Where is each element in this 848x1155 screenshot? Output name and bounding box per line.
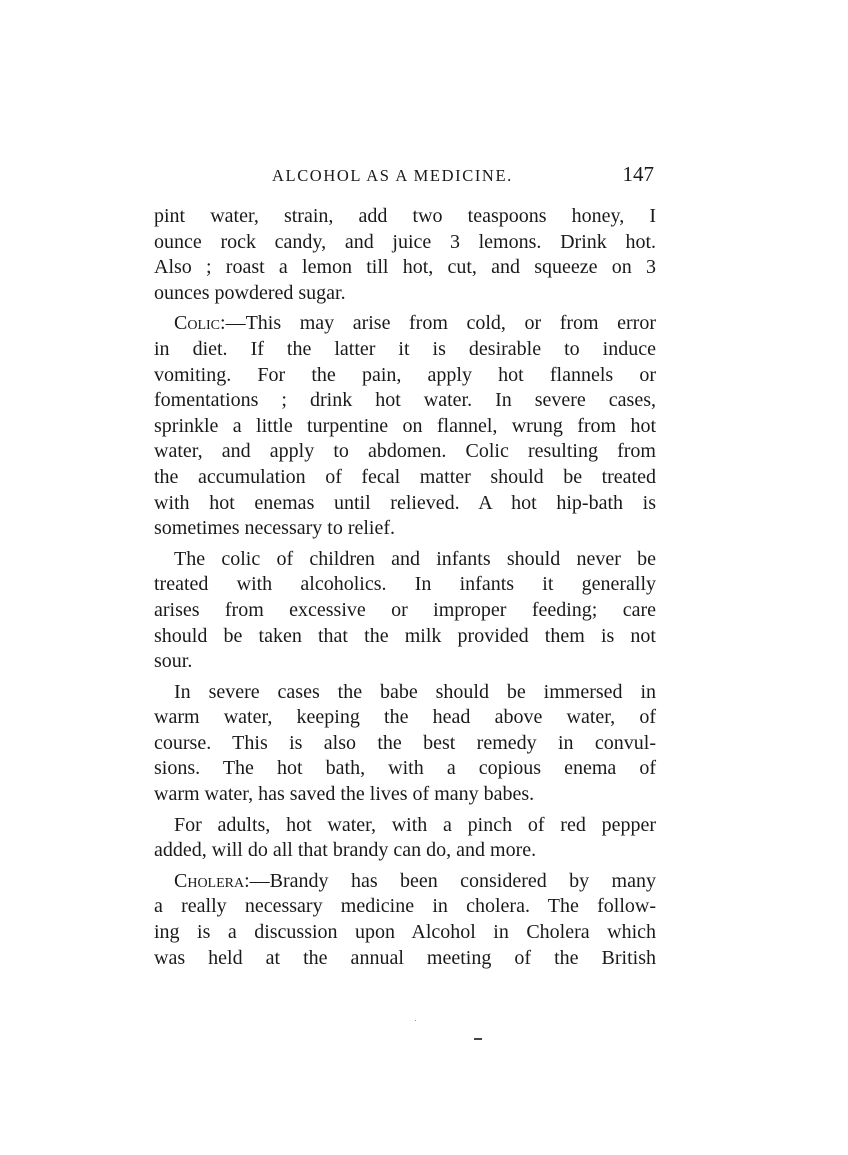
text-line: was held at the annual meeting of the British bbox=[154, 946, 656, 969]
text-line: sometimes necessary to relief. bbox=[154, 517, 396, 540]
text-fragment: :—Brandy has been considered by many bbox=[244, 869, 656, 892]
text-line: fomentations ; drink hot water. In severe cases, bbox=[154, 389, 656, 412]
text-line: The colic of children and infants should never be bbox=[174, 547, 656, 570]
paragraph-colic bbox=[154, 311, 656, 541]
text-line: sprinkle a little turpentine on flannel, wrung from hot bbox=[154, 414, 656, 437]
text-line: warm water, has saved the lives of many babes. bbox=[154, 783, 535, 806]
running-title: ALCOHOL AS A MEDICINE. bbox=[272, 166, 513, 185]
text-line: sions. The hot bath, with a copious enema of bbox=[154, 757, 656, 780]
text-line bbox=[154, 869, 656, 895]
text-line: In severe cases the babe should be immersed in bbox=[174, 680, 656, 703]
paragraph bbox=[154, 680, 656, 808]
body-text bbox=[154, 204, 656, 971]
text-line: should be taken that the milk provided them is not bbox=[154, 624, 656, 647]
section-heading-cholera: Cholera bbox=[174, 869, 245, 892]
text-line: pint water, strain, add two teaspoons honey, I bbox=[154, 205, 656, 227]
text-line: the accumulation of fecal matter should be treated bbox=[154, 465, 656, 488]
paragraph bbox=[154, 204, 656, 306]
text-line: in diet. If the latter it is desirable to induce bbox=[154, 337, 656, 360]
text-line: added, will do all that brandy can do, and more. bbox=[154, 839, 537, 862]
text-line: Also ; roast a lemon till hot, cut, and squeeze on 3 bbox=[154, 256, 656, 279]
text-line: ounces powdered sugar. bbox=[154, 281, 346, 304]
text-line: vomiting. For the pain, apply hot flannels or bbox=[154, 363, 656, 386]
paragraph bbox=[154, 813, 656, 864]
print-speck bbox=[474, 1038, 482, 1040]
paragraph bbox=[154, 547, 656, 675]
text-line: ing is a discussion upon Alcohol in Cholera which bbox=[154, 921, 656, 944]
print-speck bbox=[415, 1020, 416, 1021]
text-fragment: :—This may arise from cold, or from error bbox=[220, 312, 656, 335]
text-line: treated with alcoholics. In infants it generally bbox=[154, 573, 656, 596]
text-line: with hot enemas until relieved. A hot hip-bath is bbox=[154, 491, 656, 514]
text-line: sour. bbox=[154, 650, 193, 673]
text-line: arises from excessive or improper feeding; care bbox=[154, 598, 656, 621]
text-line: For adults, hot water, with a pinch of red pepper bbox=[174, 813, 656, 836]
page-number: 147 bbox=[622, 162, 654, 186]
text-line: ounce rock candy, and juice 3 lemons. Drink hot. bbox=[154, 230, 656, 253]
text-line: a really necessary medicine in cholera. The follow- bbox=[154, 895, 656, 918]
text-line: water, and apply to abdomen. Colic resulting from bbox=[154, 440, 656, 463]
page-header bbox=[154, 160, 656, 190]
text-line: warm water, keeping the head above water, of bbox=[154, 706, 656, 729]
text-line: course. This is also the best remedy in convul- bbox=[154, 731, 656, 754]
paragraph-cholera bbox=[154, 869, 656, 971]
text-line bbox=[154, 311, 656, 337]
section-heading-colic: Colic bbox=[174, 312, 221, 335]
